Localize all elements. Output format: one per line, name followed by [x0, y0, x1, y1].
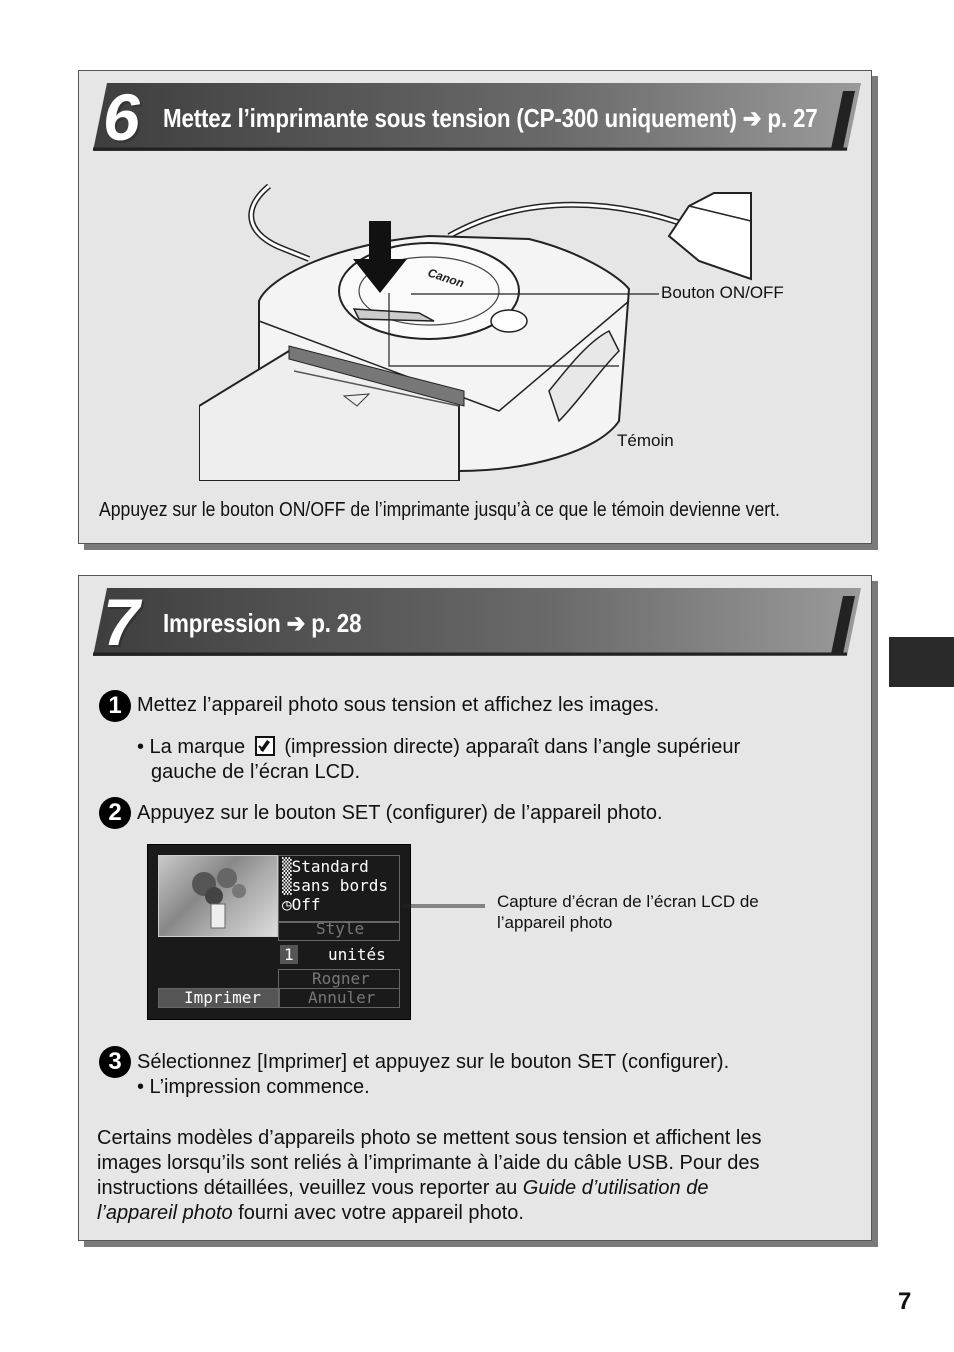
step6-panel [78, 70, 872, 544]
step7-page-ref: p. 28 [311, 608, 362, 638]
substep-2-text: Appuyez sur le bouton SET (configurer) de l’appareil photo. [137, 802, 663, 824]
clock-icon: ◷ [282, 895, 292, 914]
page-number: 7 [898, 1288, 912, 1315]
chapter-tab [889, 637, 954, 687]
lcd-units: unités [328, 945, 386, 964]
substep-2-badge: 2 [99, 797, 131, 829]
printer-brand: Canon [426, 265, 466, 291]
note-line1: Certains modèles d’appareils photo se mettent sous tension et affichent les [97, 1127, 762, 1149]
note-line2: images lorsqu’ils sont reliés à l’imprimante à l’aide du câble USB. Pour des [97, 1152, 760, 1174]
step7-banner [93, 585, 861, 659]
substep-1-bullet-b: (impression directe) apparaît dans l’angle supérieur [284, 736, 741, 758]
lcd-callout-line1: Capture d’écran de l’écran LCD de [497, 892, 759, 911]
note-line3 [97, 1177, 708, 1200]
step6-title-text: Mettez l’imprimante sous tension (CP-300 uniquement) [163, 103, 737, 133]
substep-3-text: Sélectionnez [Imprimer] et appuyez sur le bouton SET (configurer). [137, 1051, 730, 1073]
note-line4 [97, 1202, 524, 1225]
step7-title [163, 608, 361, 639]
substep-1-bullet-line2: gauche de l’écran LCD. [151, 761, 361, 783]
lcd-print-button[interactable]: Imprimer [184, 988, 262, 1007]
lcd-style-button[interactable]: Style [316, 919, 365, 938]
lcd-row-date [282, 895, 321, 914]
flowers-image [159, 856, 277, 936]
lcd-row-paper [282, 857, 369, 876]
note-line4-b: fourni avec votre appareil photo. [238, 1202, 524, 1224]
lcd-cancel-button[interactable]: Annuler [308, 988, 376, 1007]
direct-print-icon [255, 736, 275, 756]
note-line3-a: instructions détaillées, veuillez vous reporter au [97, 1177, 518, 1199]
printer-illustration [199, 181, 759, 481]
arrow-right-icon: ➔ [742, 103, 762, 133]
lcd-photo-thumbnail [158, 855, 278, 937]
step6-banner [93, 80, 861, 154]
lcd-crop-button[interactable]: Rogner [312, 969, 370, 988]
manual-title-part2: l’appareil photo [97, 1202, 233, 1224]
lcd-row-layout [282, 876, 388, 895]
lcd-screenshot [147, 844, 411, 1020]
paper-icon: ▒ [282, 857, 292, 876]
substep-3-bullet: • L’impression commence. [137, 1076, 370, 1098]
substep-1-badge: 1 [99, 690, 131, 722]
step6-caption: Appuyez sur le bouton ON/OFF de l’imprimante jusqu’à ce que le témoin devienne vert. [99, 499, 780, 521]
step6-number: 6 [103, 80, 140, 154]
substep-1-bullet-a: • La marque [137, 736, 246, 758]
lcd-qty[interactable]: 1 [280, 945, 298, 964]
power-button-callout: Bouton ON/OFF [661, 283, 784, 302]
step7-number: 7 [103, 585, 140, 659]
substep-1-text: Mettez l’appareil photo sous tension et affichez les images. [137, 694, 660, 716]
lcd-layout-label: sans bords [291, 876, 388, 895]
arrow-right-icon: ➔ [286, 608, 306, 638]
substep-1-bullet [137, 736, 740, 759]
manual-title-part1: Guide d’utilisation de [522, 1177, 709, 1199]
step6-title [163, 103, 818, 134]
lcd-callout-line2: l’appareil photo [497, 913, 613, 932]
layout-icon: ▒ [282, 876, 292, 895]
step6-page-ref: p. 27 [767, 103, 818, 133]
step7-panel [78, 575, 872, 1241]
substep-3-badge: 3 [99, 1046, 131, 1078]
lamp-callout: Témoin [617, 431, 674, 450]
lcd-callout-line [401, 904, 491, 908]
lcd-paper-label: Standard [291, 857, 369, 876]
step7-title-text: Impression [163, 608, 281, 638]
lcd-date-label: Off [291, 895, 321, 914]
